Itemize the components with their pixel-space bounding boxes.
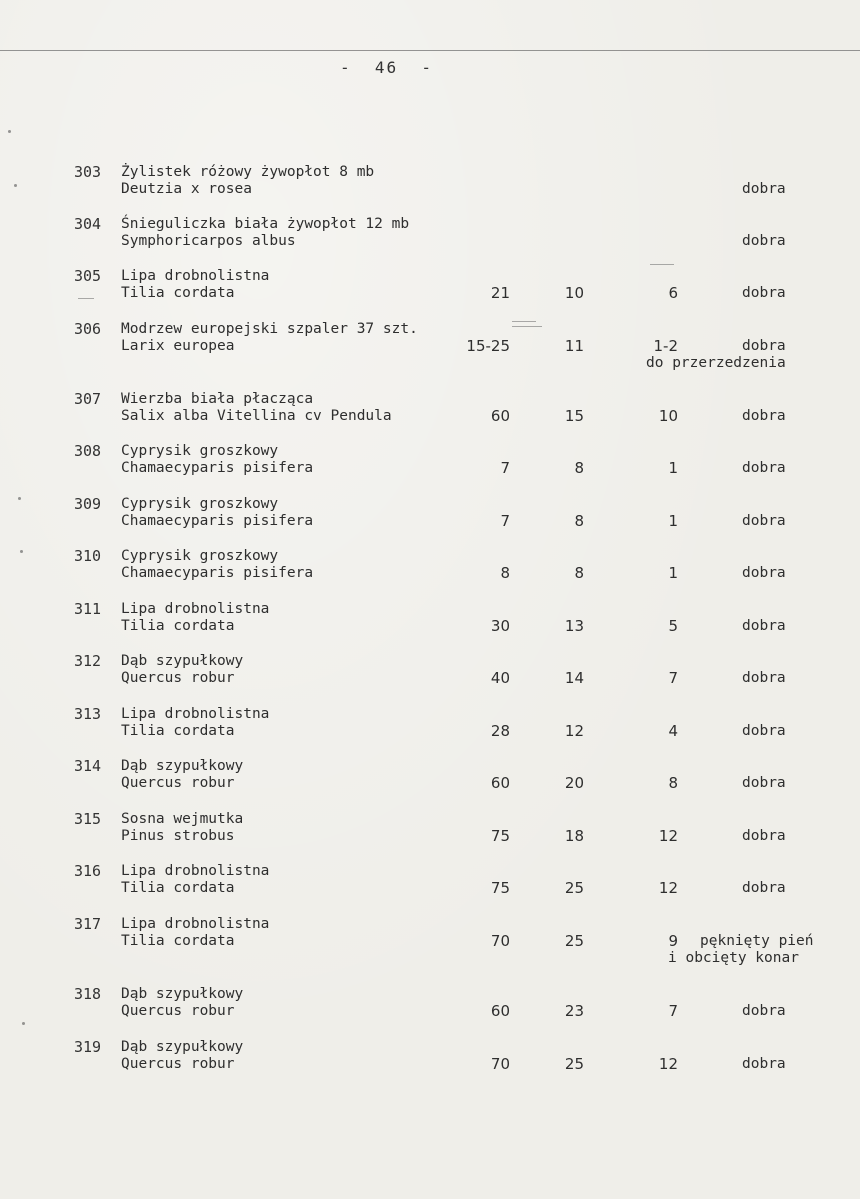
crown-value: 7 (668, 1002, 678, 1020)
list-item (0, 915, 860, 966)
list-item (0, 548, 860, 588)
crown-value: 12 (658, 1055, 678, 1073)
list-item (0, 496, 860, 536)
crown-value: 1 (668, 512, 678, 530)
entry-number: 304 (74, 215, 102, 233)
entry-number: 314 (74, 757, 102, 775)
height-value: 10 (564, 284, 584, 302)
entry-number: 307 (74, 390, 102, 408)
name-latin: Tilia cordata (121, 880, 235, 896)
height-value: 25 (564, 879, 584, 897)
name-polish: Cyprysik groszkowy (121, 548, 279, 564)
crown-value: 4 (668, 722, 678, 740)
condition-value: pęknięty pień (700, 933, 814, 949)
height-value: 15 (564, 407, 584, 425)
condition-value: dobra (742, 618, 786, 634)
name-latin: Tilia cordata (121, 933, 235, 949)
condition-value: dobra (742, 338, 786, 354)
crown-value: 1-2 (653, 337, 678, 355)
condition-note: i obcięty konar (668, 950, 799, 966)
name-polish: Lipa drobnolistna (121, 601, 270, 617)
name-polish: Dąb szypułkowy (121, 1039, 244, 1055)
entry-number: 313 (74, 705, 102, 723)
condition-value: dobra (742, 408, 786, 424)
name-polish: Cyprysik groszkowy (121, 496, 279, 512)
list-item (0, 164, 860, 204)
entry-number: 315 (74, 810, 102, 828)
name-latin: Chamaecyparis pisifera (121, 565, 314, 581)
list-item (0, 601, 860, 641)
entry-number: 303 (74, 163, 102, 181)
entry-number: 316 (74, 862, 102, 880)
entry-number: 311 (74, 600, 102, 618)
condition-value: dobra (742, 513, 786, 529)
circumference-value: 28 (490, 722, 510, 740)
list-item (0, 216, 860, 256)
name-latin: Larix europea (121, 338, 235, 354)
height-value: 25 (564, 932, 584, 950)
height-value: 13 (564, 617, 584, 635)
condition-value: dobra (742, 670, 786, 686)
circumference-value: 70 (490, 1055, 510, 1073)
name-polish: Dąb szypułkowy (121, 986, 244, 1002)
entry-number: 309 (74, 495, 102, 513)
name-latin: Quercus robur (121, 670, 235, 686)
list-item (0, 863, 860, 903)
condition-value: dobra (742, 1056, 786, 1072)
height-value: 8 (574, 564, 584, 582)
crown-value: 6 (668, 284, 678, 302)
circumference-value: 7 (500, 459, 510, 477)
crown-value: 9 (668, 932, 678, 950)
condition-value: dobra (742, 880, 786, 896)
circumference-value: 60 (490, 1002, 510, 1020)
name-latin: Pinus strobus (121, 828, 235, 844)
circumference-value: 15-25 (466, 337, 510, 355)
condition-value: dobra (742, 285, 786, 301)
name-latin: Chamaecyparis pisifera (121, 513, 314, 529)
height-value: 8 (574, 512, 584, 530)
list-item (0, 268, 860, 308)
name-polish: Lipa drobnolistna (121, 863, 270, 879)
name-latin: Quercus robur (121, 775, 235, 791)
name-latin: Tilia cordata (121, 618, 235, 634)
condition-value: dobra (742, 460, 786, 476)
condition-value: dobra (742, 181, 786, 197)
list-item (0, 320, 860, 371)
condition-value: dobra (742, 775, 786, 791)
name-latin: Tilia cordata (121, 723, 235, 739)
scan-dot (8, 130, 11, 133)
circumference-value: 60 (490, 774, 510, 792)
entry-number: 317 (74, 915, 102, 933)
list-item (0, 706, 860, 746)
circumference-value: 75 (490, 827, 510, 845)
height-value: 8 (574, 459, 584, 477)
height-value: 12 (564, 722, 584, 740)
list-item (0, 653, 860, 693)
name-polish: Żylistek różowy żywopłot 8 mb (121, 164, 375, 180)
condition-value: dobra (742, 1003, 786, 1019)
entry-number: 319 (74, 1038, 102, 1056)
entry-number: 318 (74, 985, 102, 1003)
crown-value: 1 (668, 459, 678, 477)
condition-value: dobra (742, 723, 786, 739)
name-latin: Tilia cordata (121, 285, 235, 301)
name-latin: Symphoricarpos albus (121, 233, 296, 249)
circumference-value: 21 (490, 284, 510, 302)
name-polish: Sosna wejmutka (121, 811, 244, 827)
name-latin: Chamaecyparis pisifera (121, 460, 314, 476)
list-item (0, 811, 860, 851)
condition-value: dobra (742, 233, 786, 249)
height-value: 23 (564, 1002, 584, 1020)
crown-value: 10 (658, 407, 678, 425)
name-polish: Lipa drobnolistna (121, 268, 270, 284)
name-polish: Wierzba biała płacząca (121, 391, 314, 407)
crown-value: 12 (658, 879, 678, 897)
top-rule (0, 50, 860, 51)
crown-value: 8 (668, 774, 678, 792)
condition-value: dobra (742, 565, 786, 581)
entry-number: 306 (74, 320, 102, 338)
entry-number: 310 (74, 547, 102, 565)
height-value: 25 (564, 1055, 584, 1073)
list-item (0, 391, 860, 431)
crown-value: 12 (658, 827, 678, 845)
page-number: - 46 - (340, 58, 434, 77)
name-polish: Dąb szypułkowy (121, 758, 244, 774)
list-item (0, 986, 860, 1026)
name-polish: Śnieguliczka biała żywopłot 12 mb (121, 216, 410, 232)
entry-number: 305 (74, 267, 102, 285)
condition-value: dobra (742, 828, 786, 844)
name-latin: Quercus robur (121, 1003, 235, 1019)
circumference-value: 8 (500, 564, 510, 582)
height-value: 14 (564, 669, 584, 687)
height-value: 20 (564, 774, 584, 792)
circumference-value: 70 (490, 932, 510, 950)
height-value: 18 (564, 827, 584, 845)
name-polish: Lipa drobnolistna (121, 706, 270, 722)
crown-value: 1 (668, 564, 678, 582)
list-item (0, 443, 860, 483)
list-item (0, 1039, 860, 1079)
entry-number: 312 (74, 652, 102, 670)
name-polish: Cyprysik groszkowy (121, 443, 279, 459)
entry-number: 308 (74, 442, 102, 460)
name-latin: Quercus robur (121, 1056, 235, 1072)
scan-mark (650, 264, 674, 265)
crown-value: 5 (668, 617, 678, 635)
circumference-value: 7 (500, 512, 510, 530)
name-polish: Dąb szypułkowy (121, 653, 244, 669)
circumference-value: 75 (490, 879, 510, 897)
circumference-value: 40 (490, 669, 510, 687)
circumference-value: 60 (490, 407, 510, 425)
condition-note: do przerzedzenia (646, 355, 786, 371)
name-polish: Lipa drobnolistna (121, 916, 270, 932)
list-item (0, 758, 860, 798)
name-polish: Modrzew europejski szpaler 37 szt. (121, 321, 418, 337)
circumference-value: 30 (490, 617, 510, 635)
height-value: 11 (564, 337, 584, 355)
name-latin: Deutzia x rosea (121, 181, 252, 197)
name-latin: Salix alba Vitellina cv Pendula (121, 408, 392, 424)
crown-value: 7 (668, 669, 678, 687)
